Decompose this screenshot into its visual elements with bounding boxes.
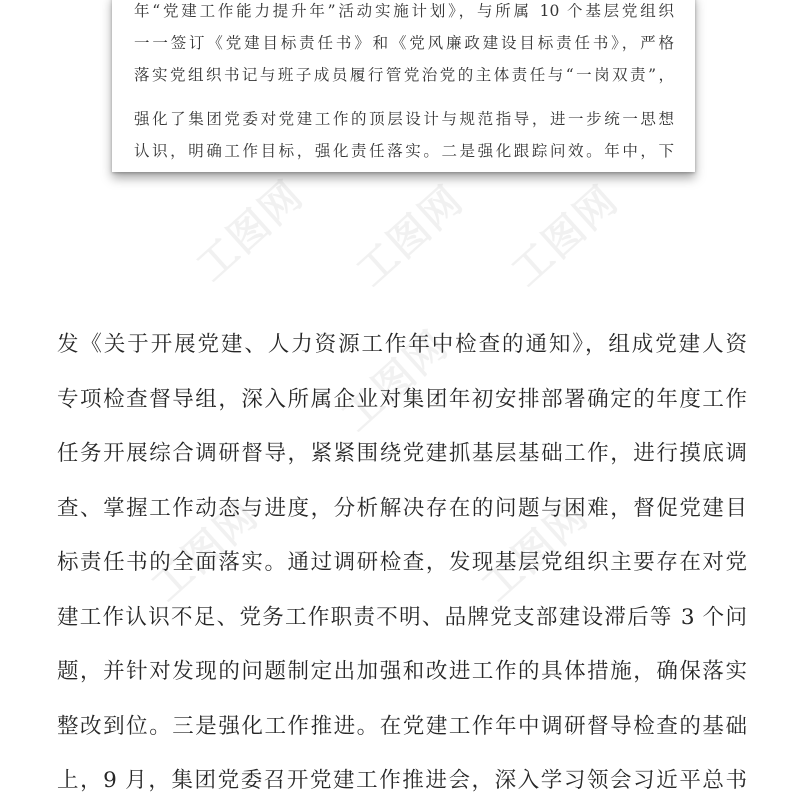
document-page-card (112, 0, 695, 172)
watermark: 工图网 (333, 321, 458, 441)
watermark: 工图网 (473, 491, 598, 611)
body-text-line: 建工作认识不足、党务工作职责不明、品牌党支部建设滞后等 3 个问 (57, 604, 747, 630)
body-text-line: 任务开展综合调研督导，紧紧围绕党建抓基层基础工作，进行摸底调 (57, 441, 747, 466)
body-text-line: 整改到位。三是强化工作推进。在党建工作年中调研督导检查的基础 (57, 713, 747, 739)
card-text-line: 一一签订《党建目标责任书》和《党风廉政建设目标责任书》，严格 (134, 34, 674, 52)
watermark: 工图网 (348, 176, 473, 296)
body-text-line: 专项检查督导组，深入所属企业对集团年初安排部署确定的年度工作 (57, 386, 747, 412)
watermark: 工图网 (503, 176, 628, 296)
body-paragraph (57, 318, 747, 809)
card-text-line: 强化了集团党委对党建工作的顶层设计与规范指导，进一步统一思想 (134, 110, 674, 128)
body-text-line: 上，9 月，集团党委召开党建工作推进会，深入学习领会习近平总书 (57, 768, 747, 793)
body-text-line: 发《关于开展党建、人力资源工作年中检查的通知》，组成党建人资 (57, 332, 747, 357)
body-text-line: 标责任书的全面落实。通过调研检查，发现基层党组织主要存在对党 (57, 550, 747, 575)
body-text-line: 题，并针对发现的问题制定出加强和改进工作的具体措施，确保落实 (57, 659, 747, 684)
watermark: 工图网 (143, 491, 268, 611)
card-text-line: 认识，明确工作目标，强化责任落实。二是强化跟踪问效。年中，下 (134, 142, 674, 160)
card-text-line: 年“党建工作能力提升年”活动实施计划》，与所属 10 个基层党组织 (134, 2, 674, 20)
card-text-line: 落实党组织书记与班子成员履行管党治党的主体责任与“一岗双责”， (134, 66, 674, 84)
body-text-line: 查、掌握工作动态与进度，分析解决存在的问题与困难，督促党建目 (57, 495, 747, 521)
watermark: 工图网 (188, 171, 313, 291)
